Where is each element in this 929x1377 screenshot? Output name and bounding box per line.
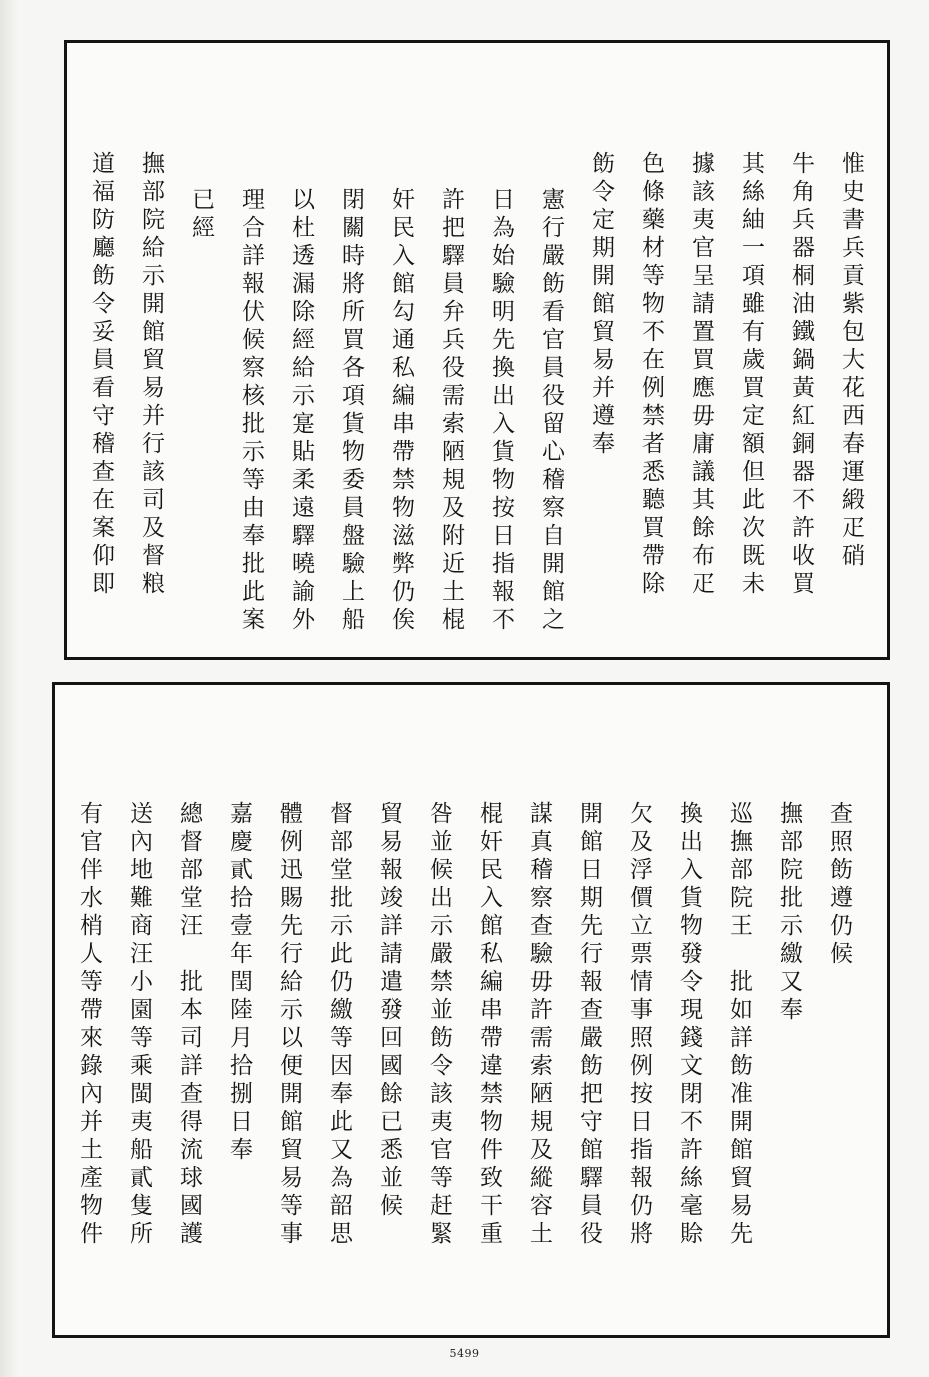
lower-text-columns (55, 801, 855, 1249)
text-column: 已經 (188, 187, 214, 243)
text-column: 謀真稽察查驗毋許需索陋規及縱容土 (526, 801, 552, 1249)
text-column: 督部堂批示此仍繳等因奉此又為韶思 (326, 801, 352, 1249)
text-column: 撫部院批示繳又奉 (776, 801, 802, 1025)
text-column: 惟史書兵貢紫包大花西春運緞疋硝 (838, 151, 864, 571)
text-column: 據該夷官呈請置買應毋庸議其餘布疋 (688, 151, 714, 599)
text-column: 憲行嚴飭看官員役留心稽察自開館之 (538, 187, 564, 635)
upper-text-columns (67, 151, 867, 635)
text-column: 咎並候出示嚴禁並飭令該夷官等赶緊 (426, 801, 452, 1249)
text-column: 送內地難商汪小園等乘閩夷船貳隻所 (126, 801, 152, 1249)
text-column: 嘉慶貳拾壹年閏陸月拾捌日奉 (226, 801, 252, 1165)
text-column: 撫部院給示開館貿易并行該司及督粮 (138, 151, 164, 599)
text-column: 道福防廳飭令妥員看守稽查在案仰即 (88, 151, 114, 599)
text-column: 開館日期先行報查嚴飭把守館驛員役 (576, 801, 602, 1249)
text-column: 以杜透漏除經給示寔貼柔遠驛曉諭外 (288, 187, 314, 635)
upper-manuscript-panel (64, 40, 890, 660)
text-column: 飭令定期開館貿易并遵奉 (588, 151, 614, 459)
text-column: 許把驛員弁兵役需索陋規及附近土棍 (438, 187, 464, 635)
text-column: 換出入貨物發令現錢文閉不許絲毫賒 (676, 801, 702, 1249)
text-column: 色條藥材等物不在例禁者悉聽買帶除 (638, 151, 664, 599)
text-column: 貿易報竣詳請遣發回國餘已悉並候 (376, 801, 402, 1221)
text-column: 體例迅賜先行給示以便開館貿易等事 (276, 801, 302, 1249)
text-column: 總督部堂汪 批本司詳查得流球國護 (176, 801, 202, 1249)
page-number: 5499 (449, 1347, 480, 1360)
spine-shadow (0, 0, 18, 1377)
text-column: 其絲紬一項雖有歲買定額但此次既未 (738, 151, 764, 599)
text-column: 欠及浮價立票情事照例按日指報仍將 (626, 801, 652, 1249)
text-column: 查照飭遵仍候 (826, 801, 852, 969)
lower-manuscript-panel (52, 682, 890, 1338)
text-column: 棍奸民入館私編串帶違禁物件致干重 (476, 801, 502, 1249)
text-column: 奸民入館勾通私編串帶禁物滋弊仍俟 (388, 187, 414, 635)
text-column: 閉關時將所買各項貨物委員盤驗上船 (338, 187, 364, 635)
text-column: 有官伴水梢人等帶來錄內并土產物件 (76, 801, 102, 1249)
text-column: 日為始驗明先換出入貨物按日指報不 (488, 187, 514, 635)
text-column: 巡撫部院王 批如詳飭准開館貿易先 (726, 801, 752, 1249)
text-column: 理合詳報伏候察核批示等由奉批此案 (238, 187, 264, 635)
text-column: 牛角兵器桐油鐵鍋黃紅銅器不許收買 (788, 151, 814, 599)
